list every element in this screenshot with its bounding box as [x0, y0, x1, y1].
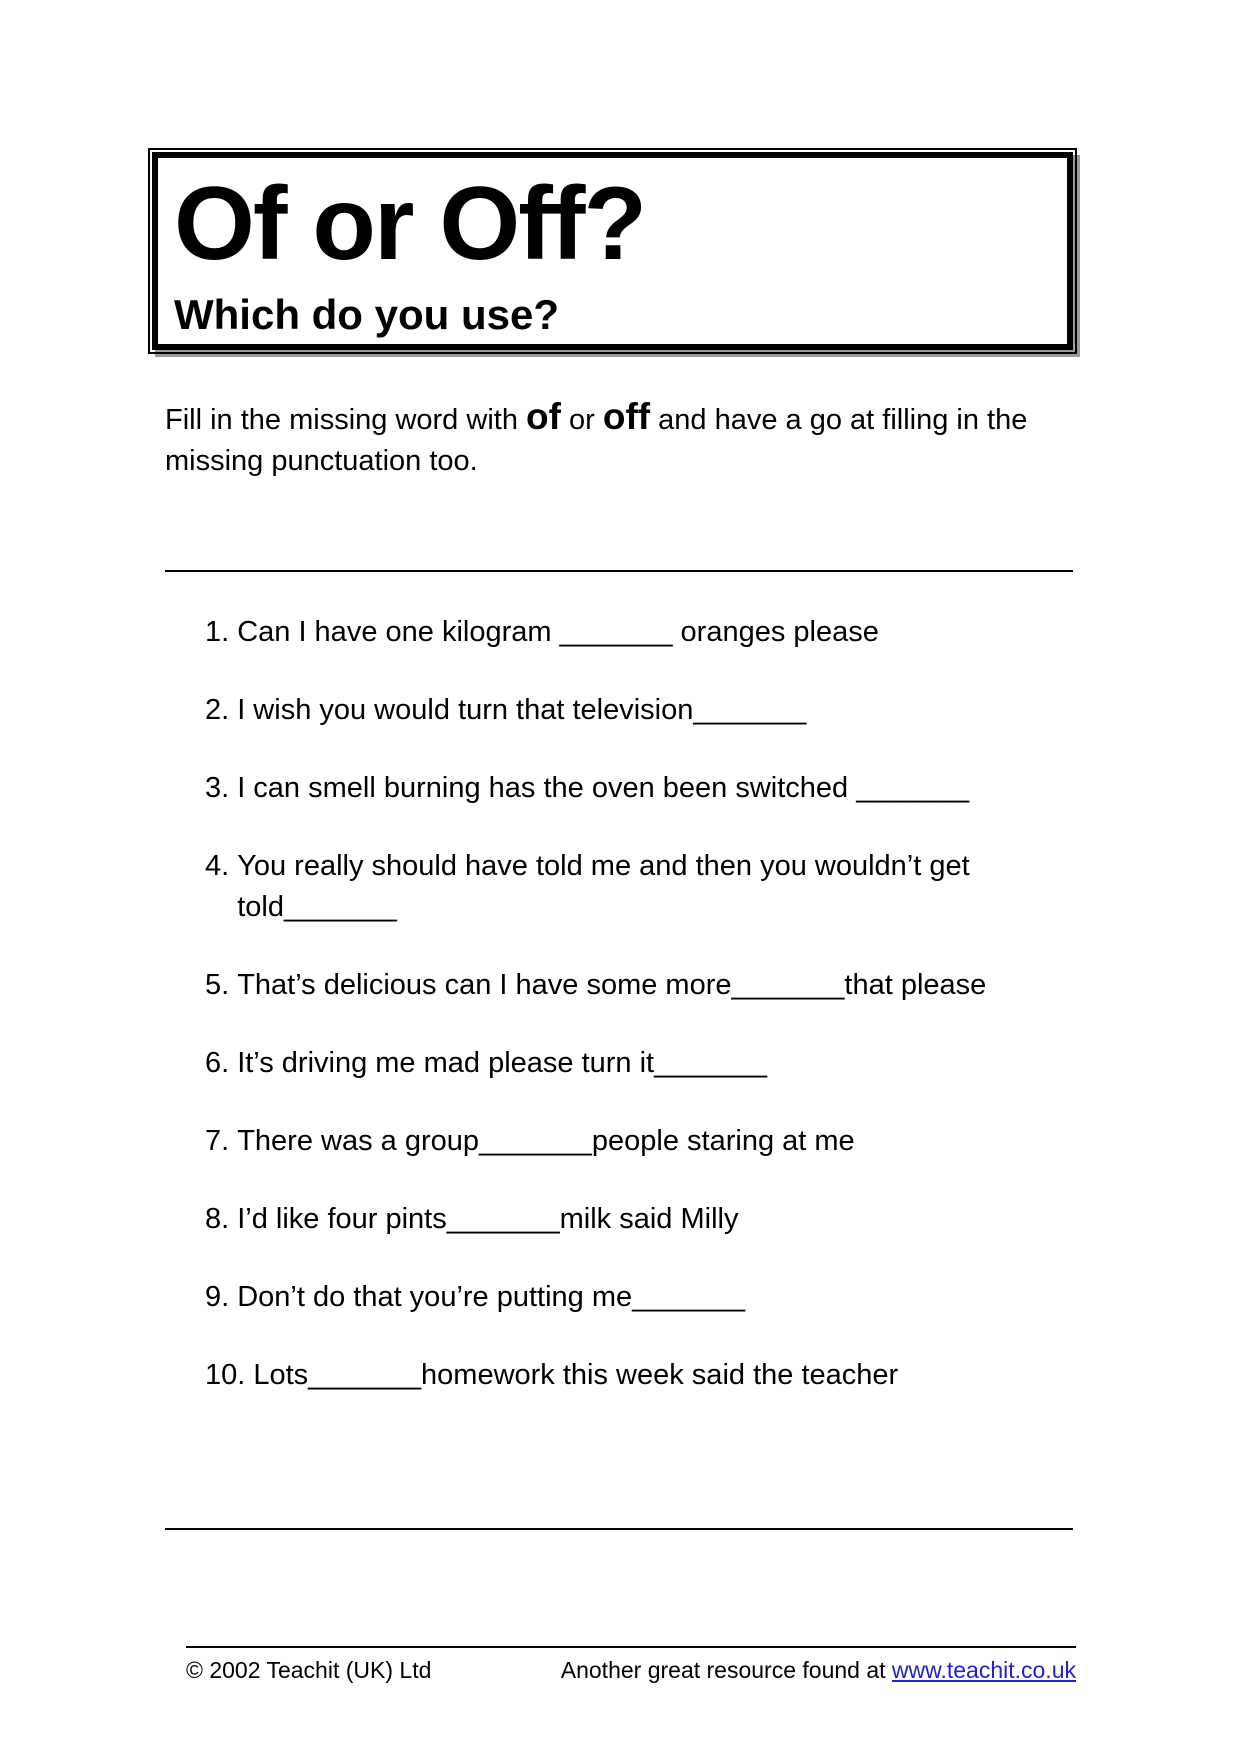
footer-resource-text: Another great resource found at — [560, 1657, 892, 1683]
question-item — [205, 965, 1077, 1006]
question-list — [205, 612, 1077, 1433]
question-item — [205, 612, 1077, 653]
question-item — [205, 1043, 1077, 1084]
question-item — [205, 1121, 1077, 1162]
question-text: Can I have one kilogram _______ oranges please — [237, 616, 879, 648]
footer — [186, 1655, 1076, 1685]
question-number: 8. — [205, 1203, 230, 1235]
instructions-part2: or — [560, 404, 603, 436]
separator-top — [165, 570, 1073, 572]
separator-bottom — [165, 1528, 1073, 1530]
footer-resource — [561, 1655, 1076, 1685]
question-number: 2. — [205, 694, 230, 726]
question-text: I’d like four pints_______milk said Milly — [237, 1203, 739, 1235]
question-number: 4. — [205, 850, 230, 882]
question-number: 1. — [205, 616, 230, 648]
page-subtitle: Which do you use? — [174, 291, 559, 338]
question-number: 6. — [205, 1047, 230, 1079]
question-item — [205, 1277, 1077, 1318]
question-text: I can smell burning has the oven been switched _______ — [237, 772, 970, 804]
question-number: 3. — [205, 772, 230, 804]
question-item — [205, 1355, 1077, 1396]
question-number: 10. — [205, 1359, 246, 1391]
question-item — [205, 1199, 1077, 1240]
instructions-bold-off: off — [602, 396, 651, 437]
footer-copyright: © 2002 Teachit (UK) Ltd — [186, 1657, 432, 1683]
instructions-text — [165, 396, 1075, 482]
instructions-part1: Fill in the missing word with — [165, 404, 526, 436]
footer-rule — [186, 1646, 1076, 1648]
question-number: 7. — [205, 1125, 230, 1157]
instructions-part3: and have a go at filling in the missing punctuation too. — [165, 404, 1028, 477]
question-text: Lots_______homework this week said the teacher — [253, 1359, 899, 1391]
question-item — [205, 846, 1077, 928]
question-text: You really should have told me and then you wouldn’t get told_______ — [237, 850, 970, 923]
title-box — [152, 152, 1073, 350]
question-text: That’s delicious can I have some more_______that please — [237, 969, 987, 1001]
instructions-bold-of: of — [526, 396, 561, 437]
question-number: 9. — [205, 1281, 230, 1313]
question-text: There was a group_______people staring at me — [237, 1125, 855, 1157]
question-item — [205, 690, 1077, 731]
question-number: 5. — [205, 969, 230, 1001]
question-text: It’s driving me mad please turn it_______ — [237, 1047, 768, 1079]
question-text: I wish you would turn that television_______ — [237, 694, 807, 726]
question-item — [205, 768, 1077, 809]
question-text: Don’t do that you’re putting me_______ — [237, 1281, 746, 1313]
page-title: Of or Off? — [174, 166, 646, 282]
footer-link[interactable]: www.teachit.co.uk — [891, 1657, 1076, 1683]
